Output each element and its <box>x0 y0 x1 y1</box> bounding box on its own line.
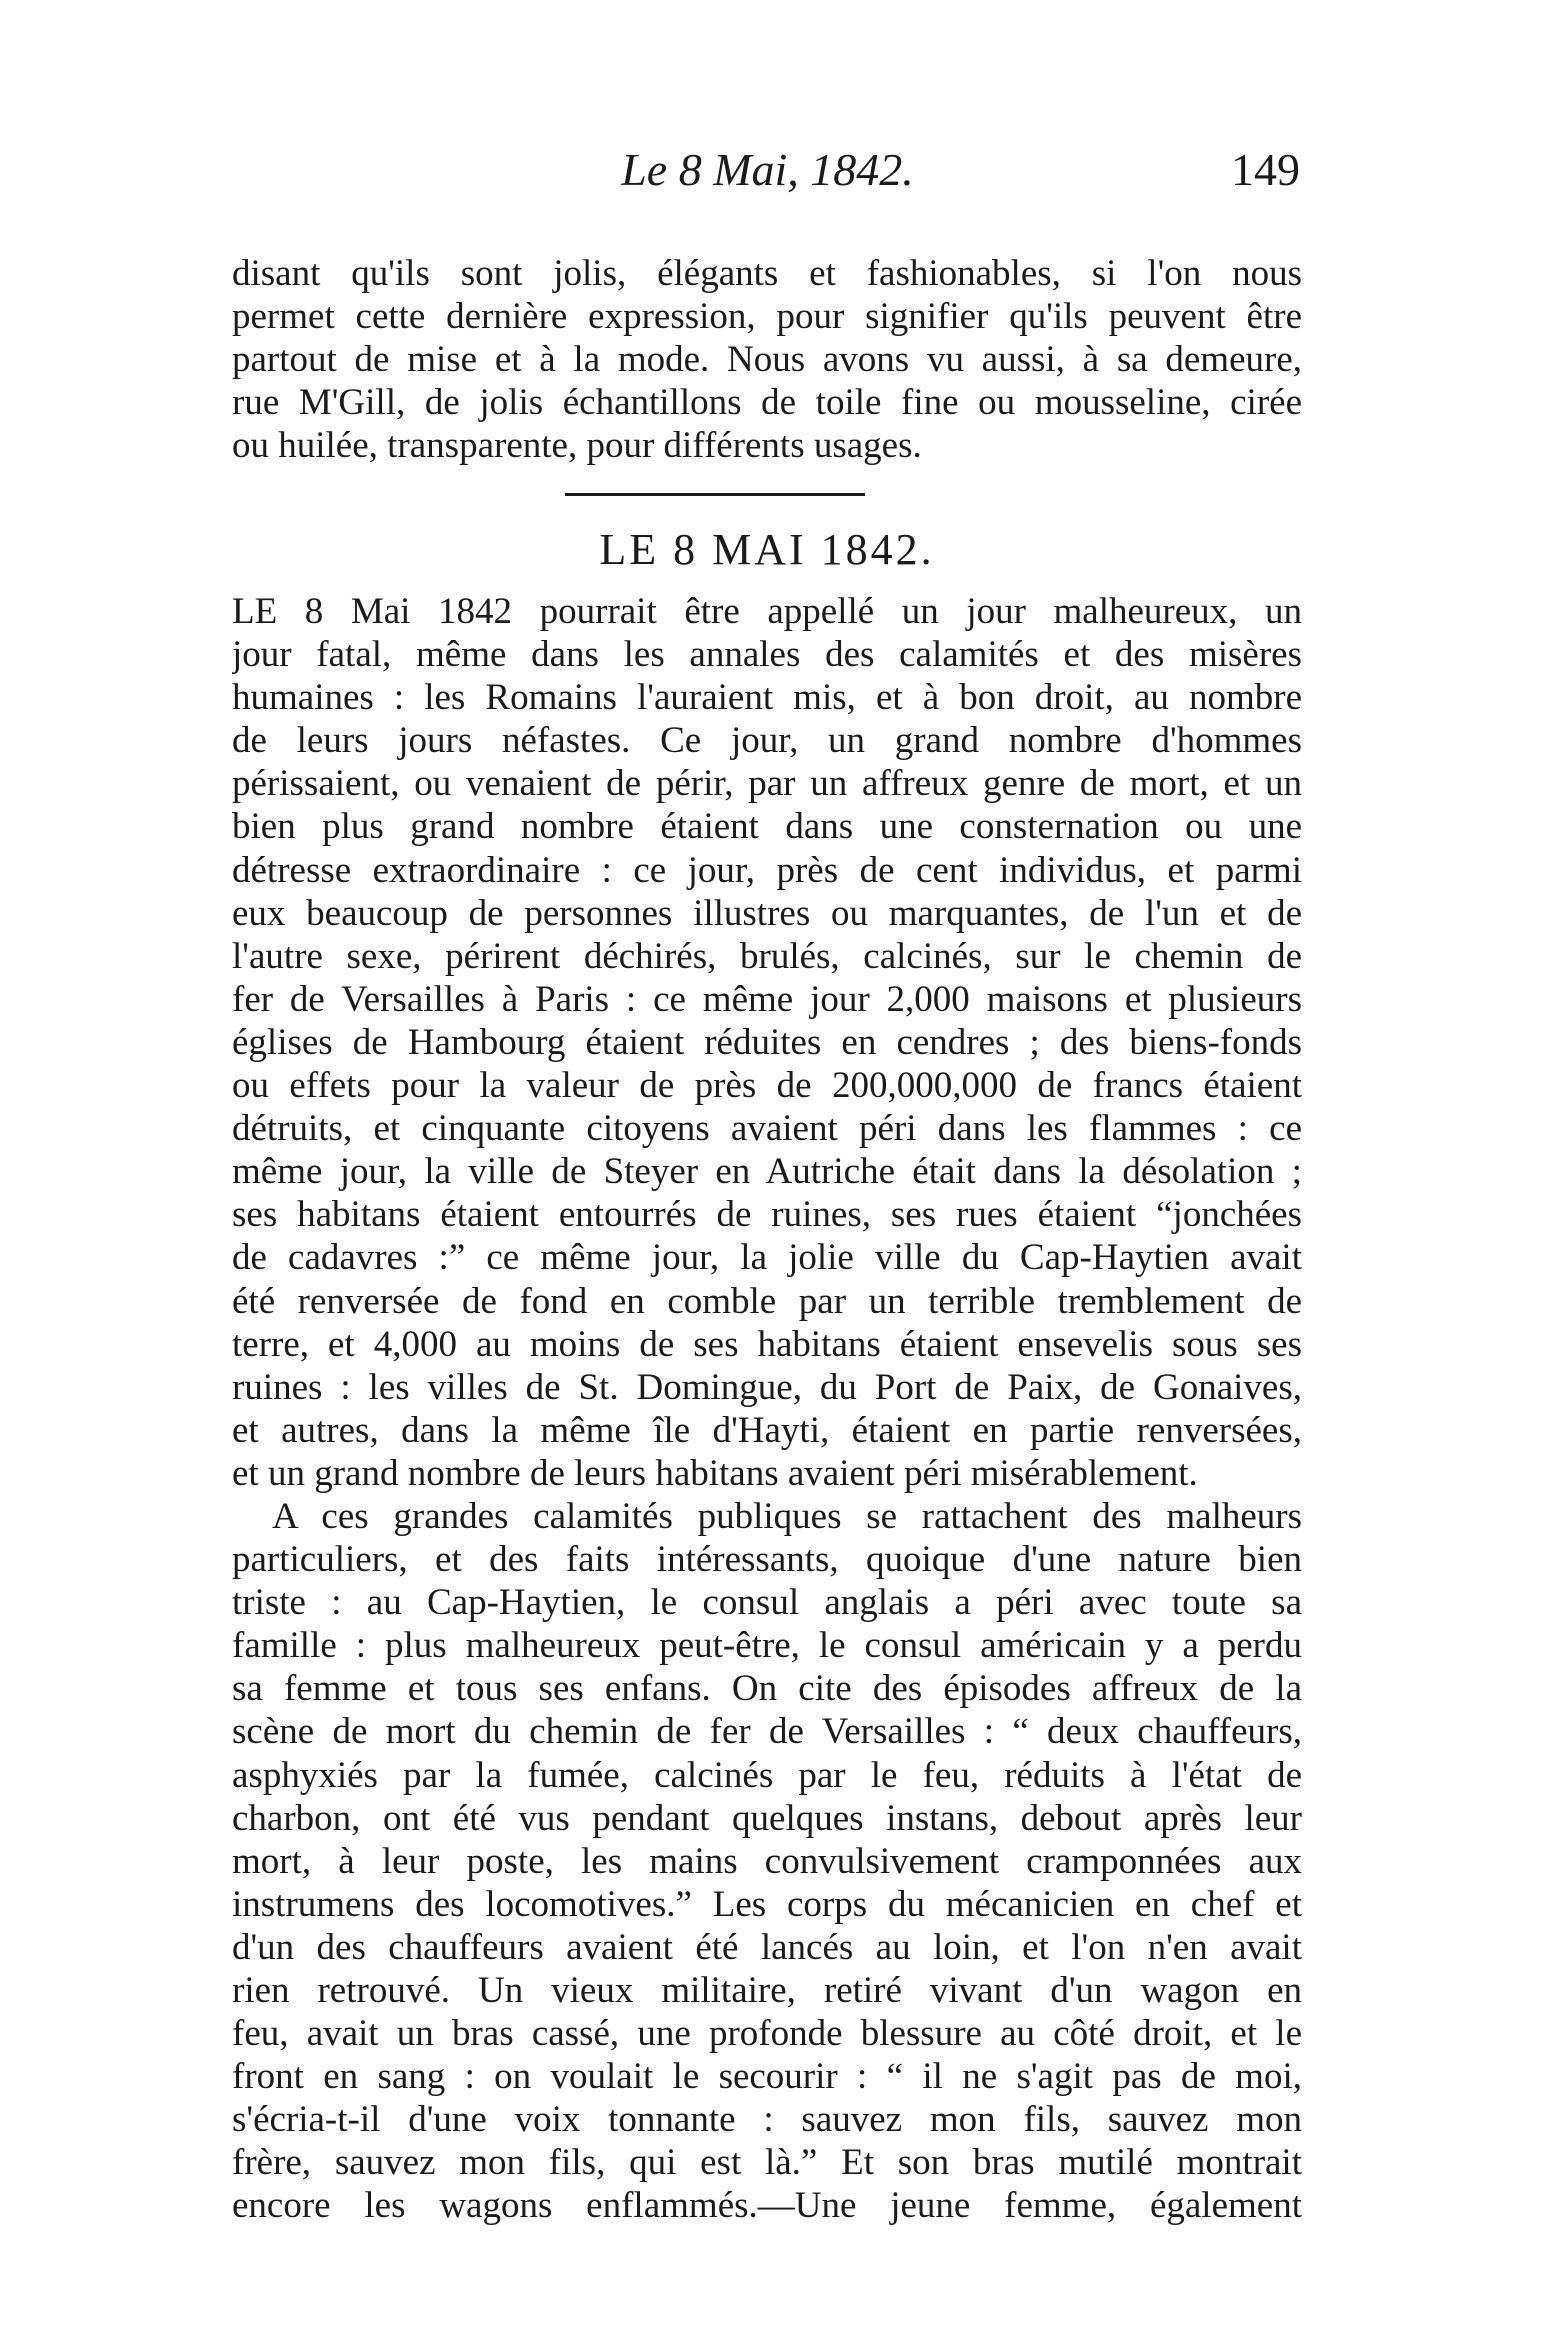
text-line: frère, sauvez mon fils, qui est là.” Et son bras mutilé montrait <box>232 2142 1302 2184</box>
text-line: rue M'Gill, de jolis échantillons de toile fine ou mousseline, cirée <box>232 382 1302 424</box>
running-title: Le 8 Mai, 1842. <box>621 144 914 195</box>
text-line: et un grand nombre de leurs habitans avaient péri misérablement. <box>232 1452 1198 1494</box>
body-text <box>232 590 1302 2228</box>
text-line: fer de Versailles à Paris : ce même jour 2,000 maisons et plusieurs <box>232 978 1302 1020</box>
text-line: ou huilée, transparente, pour différents usages. <box>232 425 922 467</box>
intro-paragraph <box>232 252 1302 467</box>
text-line: famille : plus malheureux peut-être, le consul américain y a perdu <box>232 1625 1302 1667</box>
text-line: encore les wagons enflammés.—Une jeune femme, également <box>232 2185 1302 2227</box>
text-line: sa femme et tous ses enfans. On cite des épisodes affreux de la <box>232 1668 1302 1710</box>
text-line: A ces grandes calamités publiques se rattachent des malheurs <box>272 1495 1302 1537</box>
text-line: de cadavres :” ce même jour, la jolie ville du Cap-Haytien avait <box>232 1237 1302 1279</box>
text-line: même jour, la ville de Steyer en Autriche était dans la désolation ; <box>232 1151 1302 1193</box>
text-line: détresse extraordinaire : ce jour, près de cent individus, et parmi <box>232 849 1302 891</box>
text-line: détruits, et cinquante citoyens avaient péri dans les flammes : ce <box>232 1108 1302 1150</box>
text-line: mort, à leur poste, les mains convulsivement cramponnées aux <box>232 1840 1302 1882</box>
text-line: humaines : les Romains l'auraient mis, et à bon droit, au nombre <box>232 677 1302 719</box>
text-line: scène de mort du chemin de fer de Versailles : “ deux chauffeurs, <box>232 1711 1302 1753</box>
text-line: partout de mise et à la mode. Nous avons vu aussi, à sa demeure, <box>232 339 1302 381</box>
text-line: front en sang : on voulait le secourir : “ il ne s'agit pas de moi, <box>232 2056 1302 2098</box>
text-line: ou effets pour la valeur de près de 200,000,000 de francs étaient <box>232 1065 1302 1107</box>
running-head <box>235 140 1300 200</box>
text-line: charbon, ont été vus pendant quelques instans, debout après leur <box>232 1797 1302 1839</box>
text-line: rien retrouvé. Un vieux militaire, retiré vivant d'un wagon en <box>232 1970 1302 2011</box>
text-line: d'un des chauffeurs avaient été lancés au loin, et l'on n'en avait <box>232 1926 1302 1968</box>
text-line: de leurs jours néfastes. Ce jour, un grand nombre d'hommes <box>232 720 1302 762</box>
page-number: 149 <box>1231 144 1300 195</box>
text-line: ruines : les villes de St. Domingue, du Port de Paix, de Gonaives, <box>232 1366 1302 1408</box>
text-line: particuliers, et des faits intéressants, quoique d'une nature bien <box>232 1539 1302 1581</box>
text-line: disant qu'ils sont jolis, élégants et fashionables, si l'on nous <box>232 253 1302 294</box>
text-line: instrumens des locomotives.” Les corps du mécanicien en chef et <box>232 1883 1302 1925</box>
text-line: permet cette dernière expression, pour signifier qu'ils peuvent être <box>232 296 1302 338</box>
section-heading: LE 8 MAI 1842. <box>599 525 935 574</box>
text-line: périssaient, ou venaient de périr, par un affreux genre de mort, et un <box>232 763 1302 805</box>
text-line: triste : au Cap-Haytien, le consul anglais a péri avec toute sa <box>232 1582 1302 1624</box>
text-line: bien plus grand nombre étaient dans une consternation ou une <box>232 806 1302 848</box>
text-line: terre, et 4,000 au moins de ses habitans étaient ensevelis sous ses <box>232 1323 1302 1365</box>
text-line: eux beaucoup de personnes illustres ou marquantes, de l'un et de <box>232 892 1302 934</box>
text-line: feu, avait un bras cassé, une profonde blessure au côté droit, et le <box>232 2013 1302 2055</box>
text-line: s'écria-t-il d'une voix tonnante : sauvez mon fils, sauvez mon <box>232 2099 1302 2141</box>
text-line: asphyxiés par la fumée, calcinés par le feu, réduits à l'état de <box>232 1754 1302 1796</box>
text-line: jour fatal, même dans les annales des calamités et des misères <box>232 634 1302 676</box>
section-divider <box>565 493 865 496</box>
text-line: l'autre sexe, périrent déchirés, brulés, calcinés, sur le chemin de <box>232 935 1302 977</box>
text-line: ses habitans étaient entourrés de ruines, ses rues étaient “jonchées <box>232 1194 1302 1236</box>
text-line: et autres, dans la même île d'Hayti, étaient en partie renversées, <box>232 1409 1302 1451</box>
text-line: LE 8 Mai 1842 pourrait être appellé un jour malheureux, un <box>232 591 1302 632</box>
text-line: été renversée de fond en comble par un terrible tremblement de <box>232 1280 1302 1322</box>
text-line: églises de Hambourg étaient réduites en cendres ; des biens-fonds <box>232 1021 1302 1063</box>
